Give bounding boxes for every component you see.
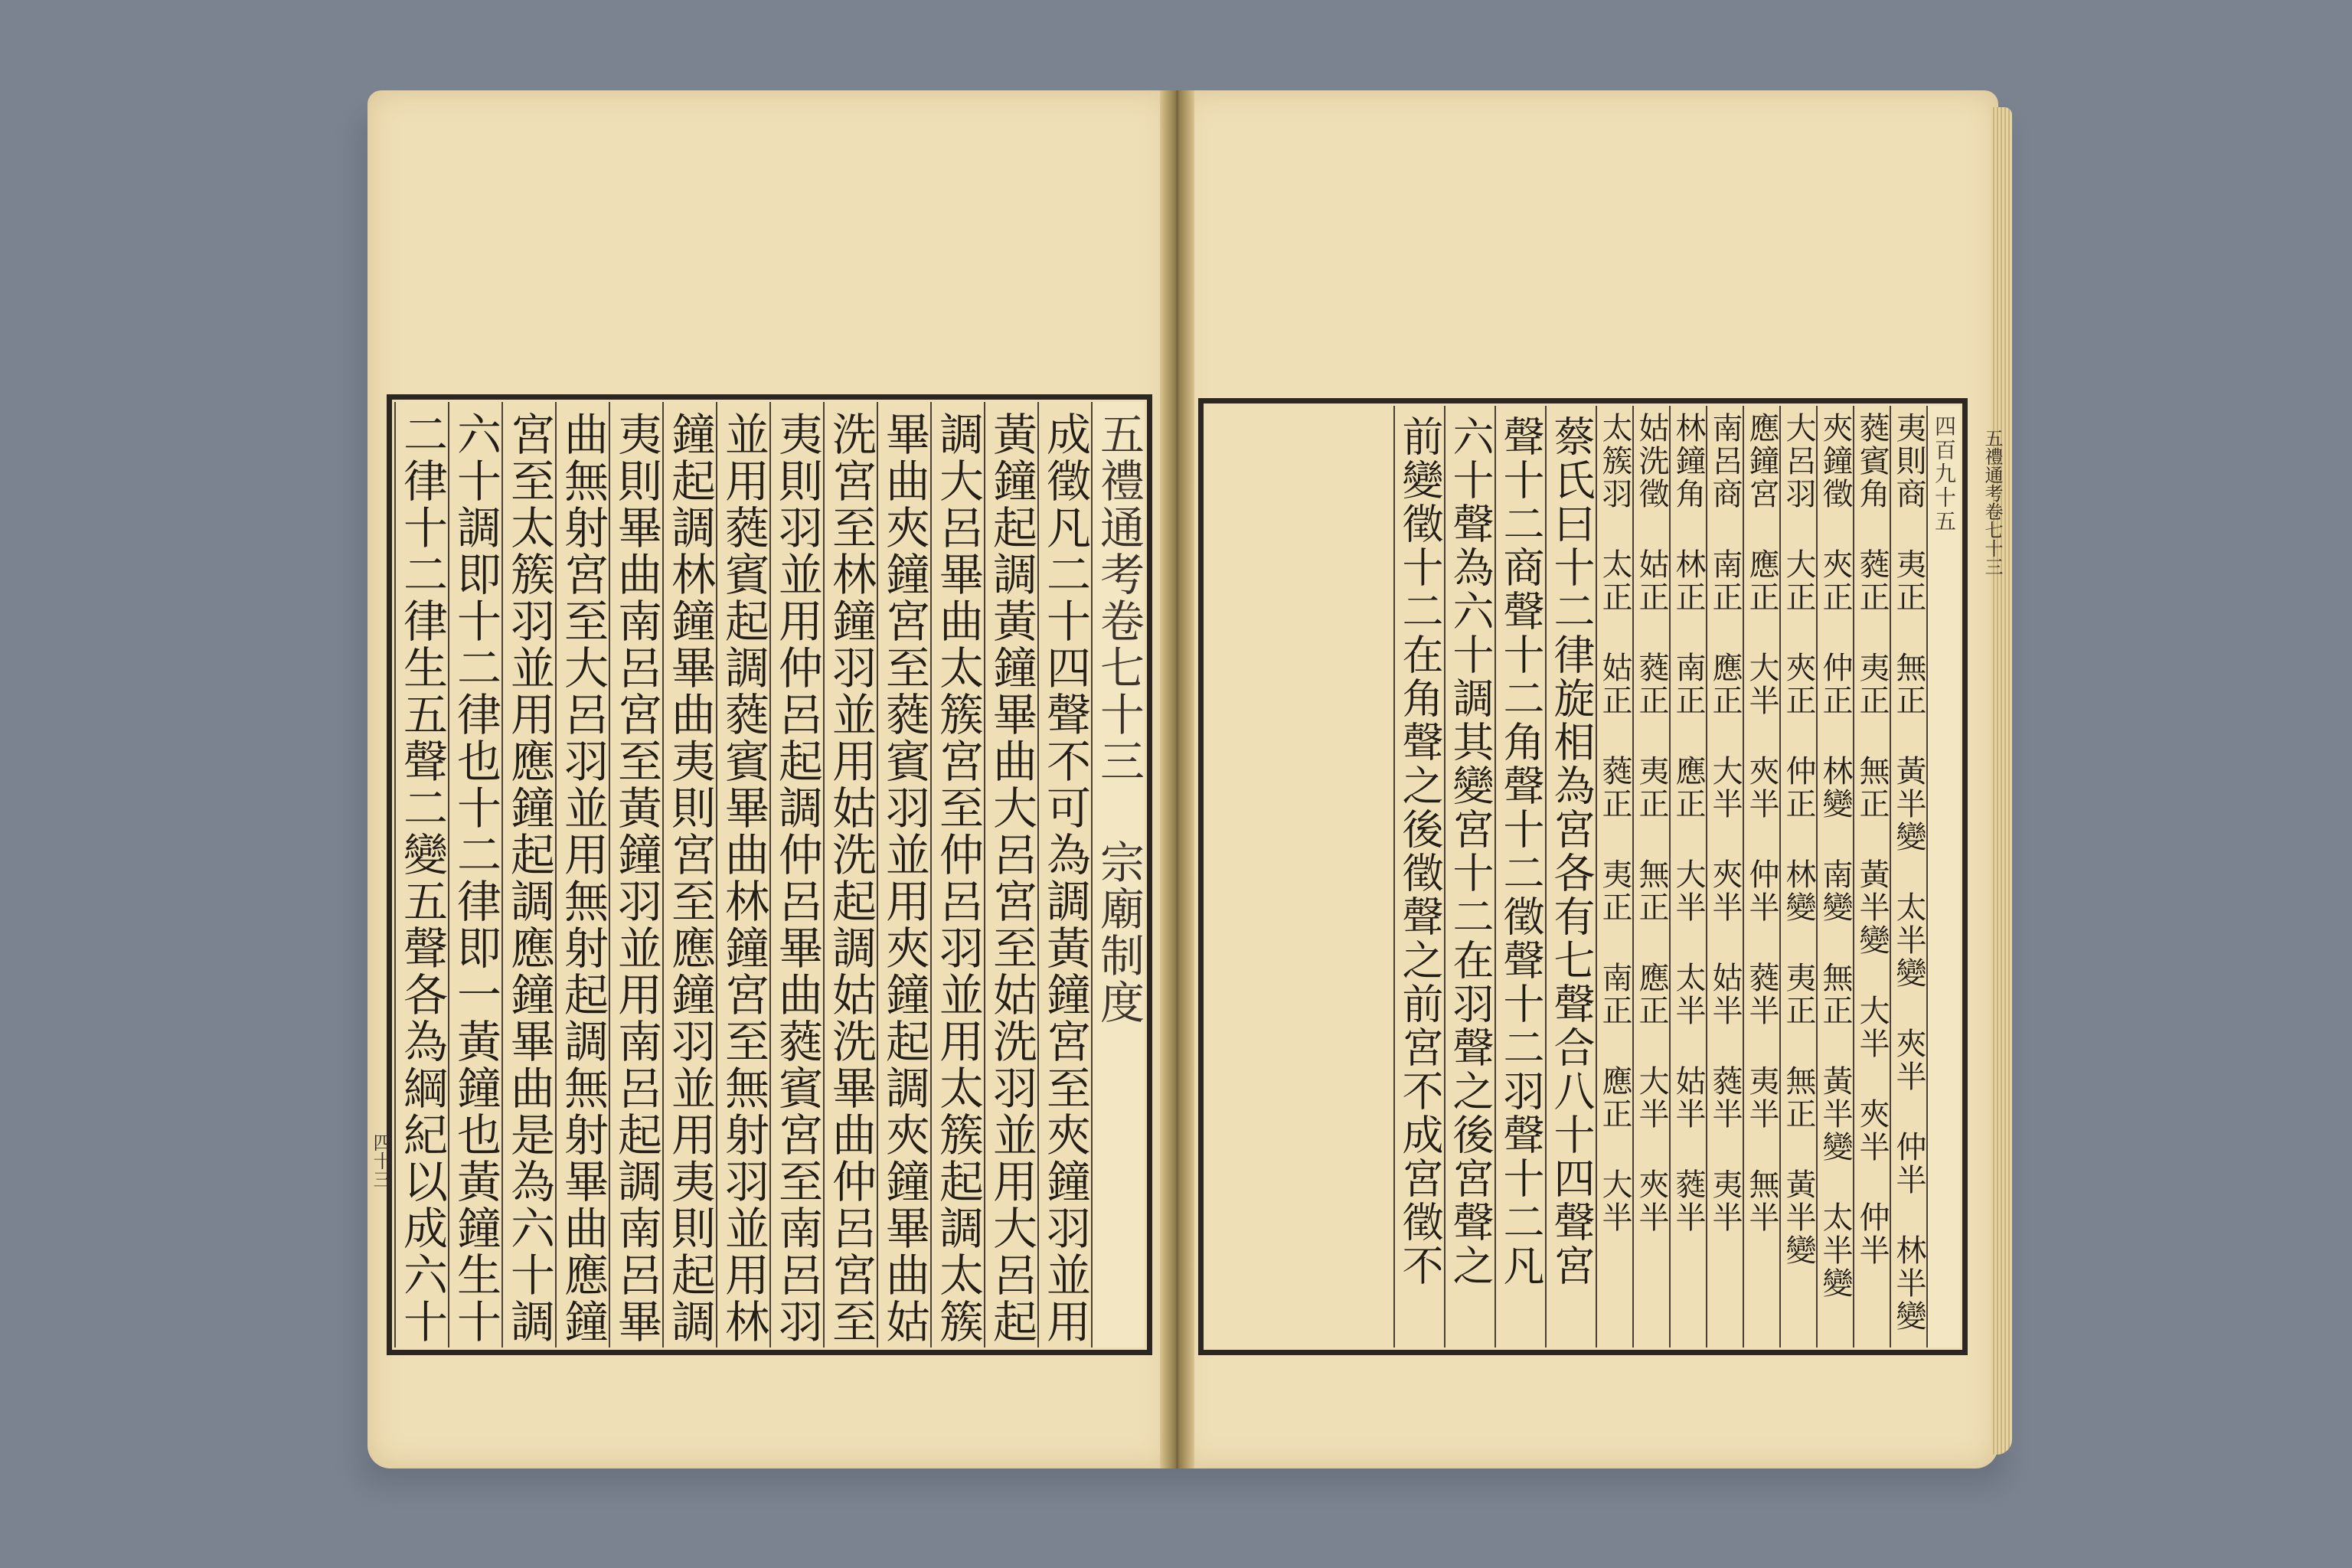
text-column: 蔡氏曰十二律旋相為宮各有七聲合八十四聲宮 [1545, 406, 1596, 1348]
text-column: 宮至太簇羽並用應鐘起調應鐘畢曲是為六十調 [501, 402, 555, 1348]
margin-title: 五禮通考卷七十三 宗廟制度 [1091, 402, 1145, 1348]
text-column: 二律十二律生五聲二變五聲各為綱紀以成六十 [394, 402, 448, 1348]
table-column: 蕤賓角 蕤正 夷正 無正 黃半變 大半 夾半 仲半 [1853, 406, 1890, 1348]
margin-page-number: 四百九十五 [1926, 406, 1960, 1348]
table-column: 太簇羽 太正 姑正 蕤正 夷正 南正 應正 大半 [1596, 406, 1632, 1348]
table-column: 林鐘角 林正 南正 應正 大半 太半 姑半 蕤半 [1669, 406, 1706, 1348]
table-column: 大呂羽 大正 夾正 仲正 林變 夷正 無正 黃半變 [1779, 406, 1816, 1348]
table-column: 應鐘宮 應正 大半 夾半 仲半 蕤半 夷半 無半 [1743, 406, 1779, 1348]
text-column: 前變徵十二在角聲之後徵聲之前宮不成宮徵不 [1393, 406, 1444, 1348]
table-column: 南呂商 南正 應正 大半 夾半 姑半 蕤半 夷半 [1706, 406, 1743, 1348]
text-column: 並用蕤賓起調蕤賓畢曲林鐘宮至無射羽並用林 [716, 402, 769, 1348]
right-margin-title: 五禮通考卷七十三 [1981, 429, 2003, 576]
page-edges [1991, 107, 2012, 1455]
text-column: 鐘起調林鐘畢曲夷則宮至應鐘羽並用夷則起調 [662, 402, 716, 1348]
text-column: 夷則畢曲南呂宮至黃鐘羽並用南呂起調南呂畢 [609, 402, 662, 1348]
text-column: 夷則羽並用仲呂起調仲呂畢曲蕤賓宮至南呂羽 [769, 402, 823, 1348]
table-column: 姑洗徵 姑正 蕤正 夷正 無正 應正 大半 夾半 [1632, 406, 1669, 1348]
text-column: 黃鐘起調黃鐘畢曲大呂宮至姑洗羽並用大呂起 [984, 402, 1037, 1348]
text-column: 聲十二商聲十二角聲十二徵聲十二羽聲十二凡 [1494, 406, 1545, 1348]
left-page-columns [394, 402, 1145, 1348]
text-column: 六十聲為六十調其變宮十二在羽聲之後宮聲之 [1444, 406, 1494, 1348]
text-column: 成徵凡二十四聲不可為調黃鐘宮至夾鐘羽並用 [1037, 402, 1091, 1348]
table-column: 夾鐘徵 夾正 仲正 林變 南變 無正 黃半變 太半變 [1816, 406, 1853, 1348]
text-column: 曲無射宮至大呂羽並用無射起調無射畢曲應鐘 [555, 402, 609, 1348]
text-column: 六十調即十二律也十二律即一黃鐘也黃鐘生十 [448, 402, 501, 1348]
table-column: 夷則商 夷正 無正 黃半變 太半變 夾半 仲半 林半變 [1890, 406, 1926, 1348]
text-column: 畢曲夾鐘宮至蕤賓羽並用夾鐘起調夾鐘畢曲姑 [877, 402, 930, 1348]
text-column: 洗宮至林鐘羽並用姑洗起調姑洗畢曲仲呂宮至 [823, 402, 877, 1348]
left-page-number: 四十三 [370, 1133, 391, 1188]
text-column: 調大呂畢曲太簇宮至仲呂羽並用太簇起調太簇 [930, 402, 984, 1348]
right-page-columns [1206, 406, 1960, 1348]
book-gutter [1160, 90, 1194, 1468]
